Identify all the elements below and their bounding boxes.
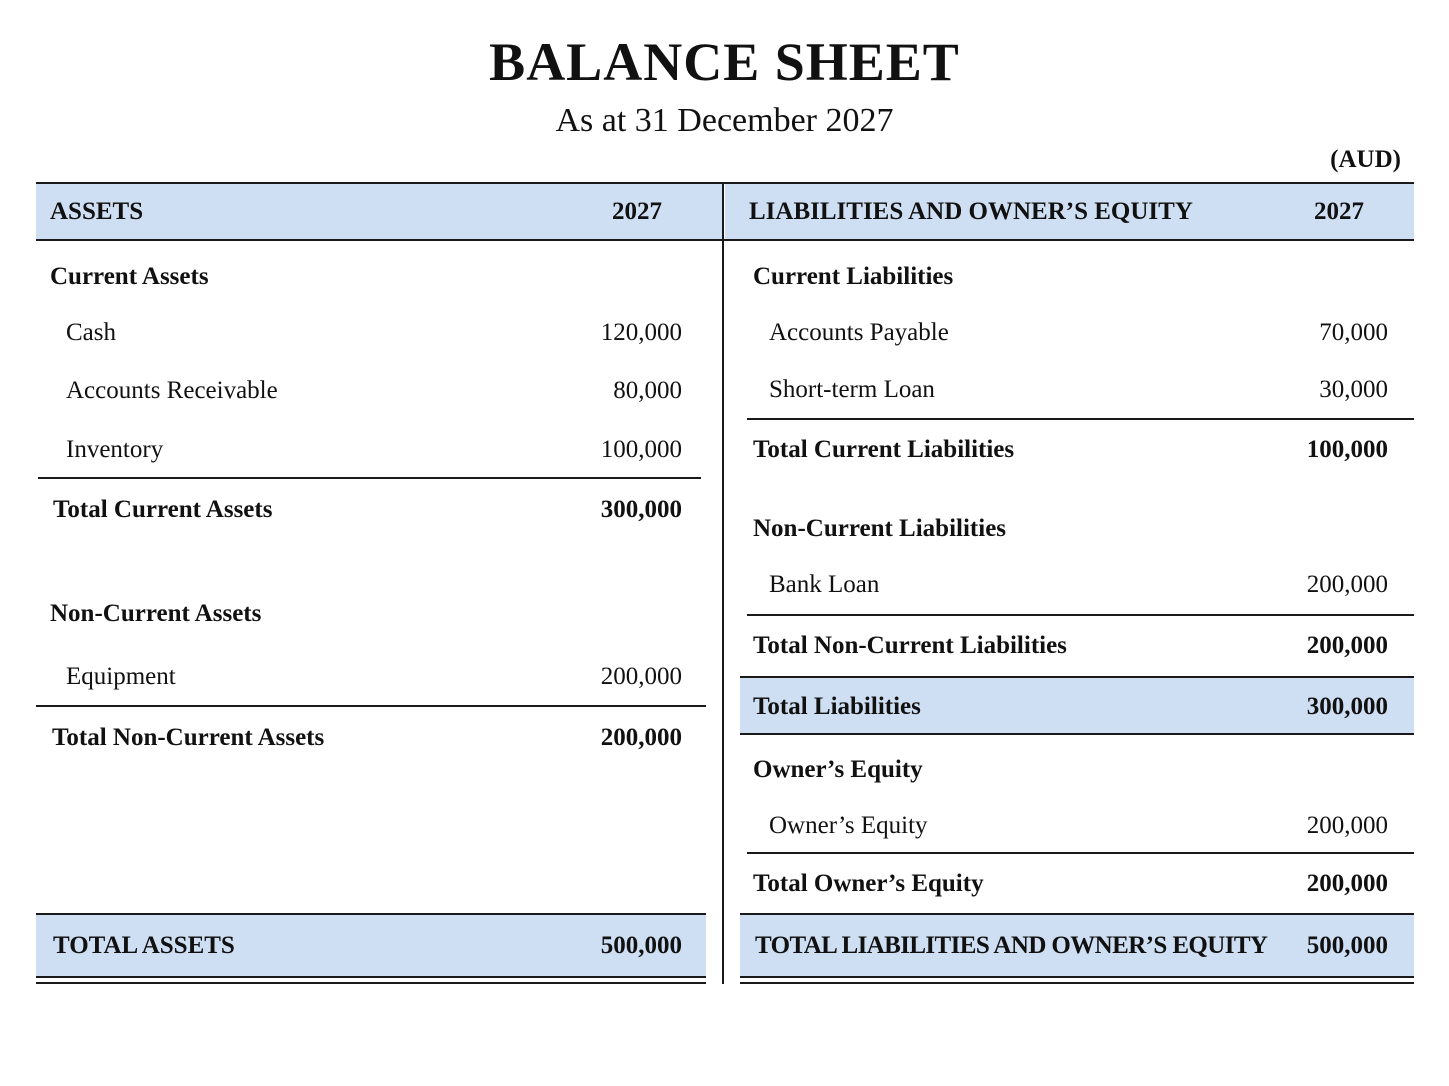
total-non-current-liabilities-value: 200,000 bbox=[1306, 632, 1388, 659]
total-liabilities-bottom-rule bbox=[740, 733, 1414, 735]
liability-label-bank-loan: Bank Loan bbox=[769, 571, 880, 598]
grand-total-liabilities-double-rule-1 bbox=[740, 976, 1414, 978]
total-liabilities-value: 300,000 bbox=[1306, 693, 1388, 720]
grand-total-liabilities-double-rule-2 bbox=[740, 982, 1414, 984]
liability-label-short-term-loan: Short-term Loan bbox=[769, 376, 935, 403]
owners-equity-heading: Owner’s Equity bbox=[753, 756, 923, 783]
currency-label: (AUD) bbox=[1330, 146, 1401, 173]
non-current-liabilities-subtotal-rule bbox=[747, 614, 1414, 616]
total-liabilities-and-equity-value: 500,000 bbox=[1306, 932, 1388, 959]
equity-value-owners-equity: 200,000 bbox=[1306, 812, 1388, 839]
liability-label-accounts-payable: Accounts Payable bbox=[769, 319, 949, 346]
total-owners-equity-label: Total Owner’s Equity bbox=[753, 870, 984, 897]
total-liabilities-label: Total Liabilities bbox=[753, 693, 921, 720]
assets-year-header: 2027 bbox=[612, 198, 662, 225]
assets-header: ASSETS bbox=[50, 198, 144, 225]
total-liabilities-and-equity-label: TOTAL LIABILITIES AND OWNER’S EQUITY bbox=[755, 932, 1268, 959]
total-current-assets-label: Total Current Assets bbox=[53, 496, 273, 523]
current-liabilities-subtotal-rule bbox=[747, 418, 1414, 420]
asset-value-equipment: 200,000 bbox=[600, 663, 682, 690]
asset-label-cash: Cash bbox=[66, 319, 116, 346]
equity-label-owners-equity: Owner’s Equity bbox=[769, 812, 928, 839]
total-assets-double-rule-1 bbox=[36, 976, 706, 978]
total-non-current-assets-label: Total Non-Current Assets bbox=[52, 724, 325, 751]
total-assets-label: TOTAL ASSETS bbox=[53, 932, 235, 959]
total-non-current-assets-value: 200,000 bbox=[600, 724, 682, 751]
liability-value-bank-loan: 200,000 bbox=[1306, 571, 1388, 598]
current-assets-heading: Current Assets bbox=[50, 263, 209, 290]
asset-label-equipment: Equipment bbox=[66, 663, 176, 690]
non-current-assets-heading: Non-Current Assets bbox=[50, 600, 262, 627]
liabilities-year-header: 2027 bbox=[1314, 198, 1364, 225]
non-current-assets-subtotal-rule bbox=[36, 705, 706, 707]
total-current-liabilities-label: Total Current Liabilities bbox=[753, 436, 1015, 463]
liabilities-header: LIABILITIES AND OWNER’S EQUITY bbox=[749, 198, 1193, 225]
report-date: As at 31 December 2027 bbox=[555, 102, 894, 139]
owners-equity-subtotal-rule bbox=[747, 852, 1414, 854]
total-current-assets-value: 300,000 bbox=[600, 496, 682, 523]
asset-value-accounts-receivable: 80,000 bbox=[613, 377, 682, 404]
current-liabilities-heading: Current Liabilities bbox=[753, 263, 954, 290]
current-assets-subtotal-rule bbox=[38, 477, 701, 479]
liability-value-short-term-loan: 30,000 bbox=[1319, 376, 1388, 403]
asset-value-inventory: 100,000 bbox=[600, 436, 682, 463]
column-divider bbox=[722, 182, 724, 984]
total-assets-value: 500,000 bbox=[600, 932, 682, 959]
total-owners-equity-value: 200,000 bbox=[1306, 870, 1388, 897]
non-current-liabilities-heading: Non-Current Liabilities bbox=[753, 515, 1007, 542]
asset-label-inventory: Inventory bbox=[66, 436, 164, 463]
asset-value-cash: 120,000 bbox=[600, 319, 682, 346]
total-non-current-liabilities-label: Total Non-Current Liabilities bbox=[753, 632, 1067, 659]
liability-value-accounts-payable: 70,000 bbox=[1319, 319, 1388, 346]
total-assets-double-rule-2 bbox=[36, 982, 706, 984]
header-bottom-rule bbox=[36, 239, 1414, 241]
total-current-liabilities-value: 100,000 bbox=[1306, 436, 1388, 463]
asset-label-accounts-receivable: Accounts Receivable bbox=[66, 377, 278, 404]
page-title: BALANCE SHEET bbox=[489, 32, 960, 92]
